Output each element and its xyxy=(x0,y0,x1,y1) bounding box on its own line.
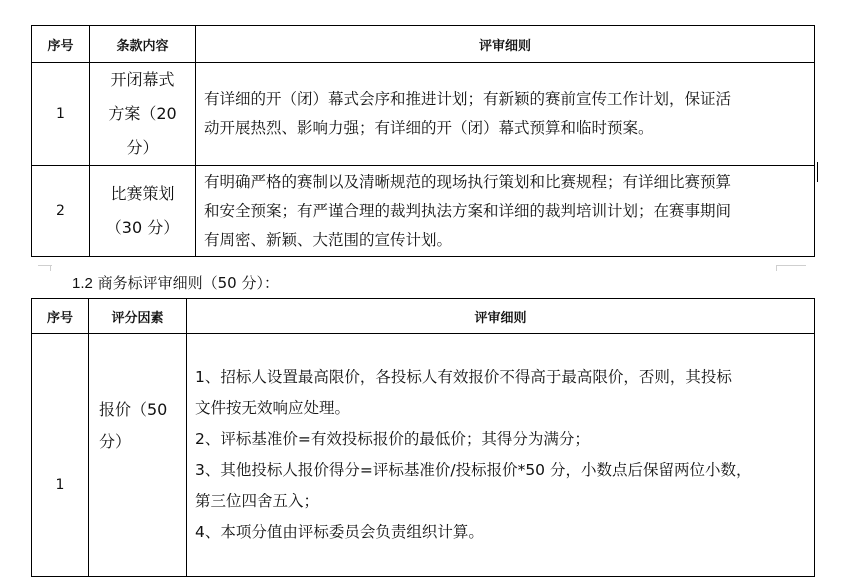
clause-line: 开闭幕式 xyxy=(110,70,175,89)
rule-line: 2、评标基准价=有效投标报价的最低价；其得分为满分； xyxy=(195,430,590,448)
section-number: 1.2 xyxy=(72,275,93,292)
header-review-rules: 评审细则 xyxy=(196,26,815,63)
page-break-mark-left-tick xyxy=(50,265,51,271)
rule-line: 4、本项分值由评标委员会负责组织计算。 xyxy=(195,523,484,541)
row-review-rules xyxy=(196,63,815,166)
clause-line: （30 分） xyxy=(105,218,180,237)
table-header-row xyxy=(32,26,815,63)
rule-line: 第三位四舍五入； xyxy=(195,492,320,510)
rule-line: 1、招标人设置最高限价，各投标人有效报价不得高于最高限价，否则，其投标 xyxy=(195,368,732,386)
factor-line: 分） xyxy=(99,432,132,451)
rule-line: 和安全预案；有严谨合理的裁判执法方案和详细的裁判培训计划；在赛事期间 xyxy=(204,201,732,220)
row-serial-no: 1 xyxy=(32,334,89,577)
row-serial-no: 2 xyxy=(32,166,90,257)
rule-line: 3、其他投标人报价得分=评标基准价/投标报价*50 分，小数点后保留两位小数， xyxy=(195,461,752,479)
clause-line: 比赛策划 xyxy=(110,184,175,203)
header-serial-no: 序号 xyxy=(32,299,89,334)
clause-line: 分） xyxy=(126,138,159,157)
rule-line: 有明确严格的赛制以及清晰规范的现场执行策划和比赛规程；有详细比赛预算 xyxy=(204,172,732,191)
section-heading xyxy=(72,272,279,293)
factor-line: 报价（50 xyxy=(99,400,168,419)
table-row xyxy=(32,63,815,166)
table-row xyxy=(32,334,815,577)
rule-line: 有详细的开（闭）幕式会序和推进计划；有新颖的赛前宣传工作计划，保证活 xyxy=(204,90,732,108)
text-cursor xyxy=(817,162,818,182)
tech-criteria-table xyxy=(31,25,815,257)
rule-line: 有周密、新颖、大范围的宣传计划。 xyxy=(204,230,453,249)
table-header-row xyxy=(32,299,815,334)
page-break-mark-right-tick xyxy=(776,265,777,271)
row-serial-no: 1 xyxy=(32,63,90,166)
header-clause-content: 条款内容 xyxy=(90,26,196,63)
header-review-rules: 评审细则 xyxy=(187,299,815,334)
rule-line: 动开展热烈、影响力强；有详细的开（闭）幕式预算和临时预案。 xyxy=(204,119,654,137)
row-clause-content xyxy=(90,63,196,166)
table-row xyxy=(32,166,815,257)
commercial-criteria-table xyxy=(31,298,815,577)
row-review-rules xyxy=(196,166,815,257)
clause-line: 方案（20 xyxy=(108,104,177,123)
header-scoring-factor: 评分因素 xyxy=(89,299,187,334)
header-serial-no: 序号 xyxy=(32,26,90,63)
rule-line: 文件按无效响应处理。 xyxy=(195,399,351,417)
page-break-mark-right xyxy=(776,265,806,266)
row-clause-content xyxy=(90,166,196,257)
section-title: 商务标评审细则（50 分）： xyxy=(92,274,279,292)
row-scoring-factor xyxy=(89,334,187,577)
row-review-rules xyxy=(187,334,815,577)
